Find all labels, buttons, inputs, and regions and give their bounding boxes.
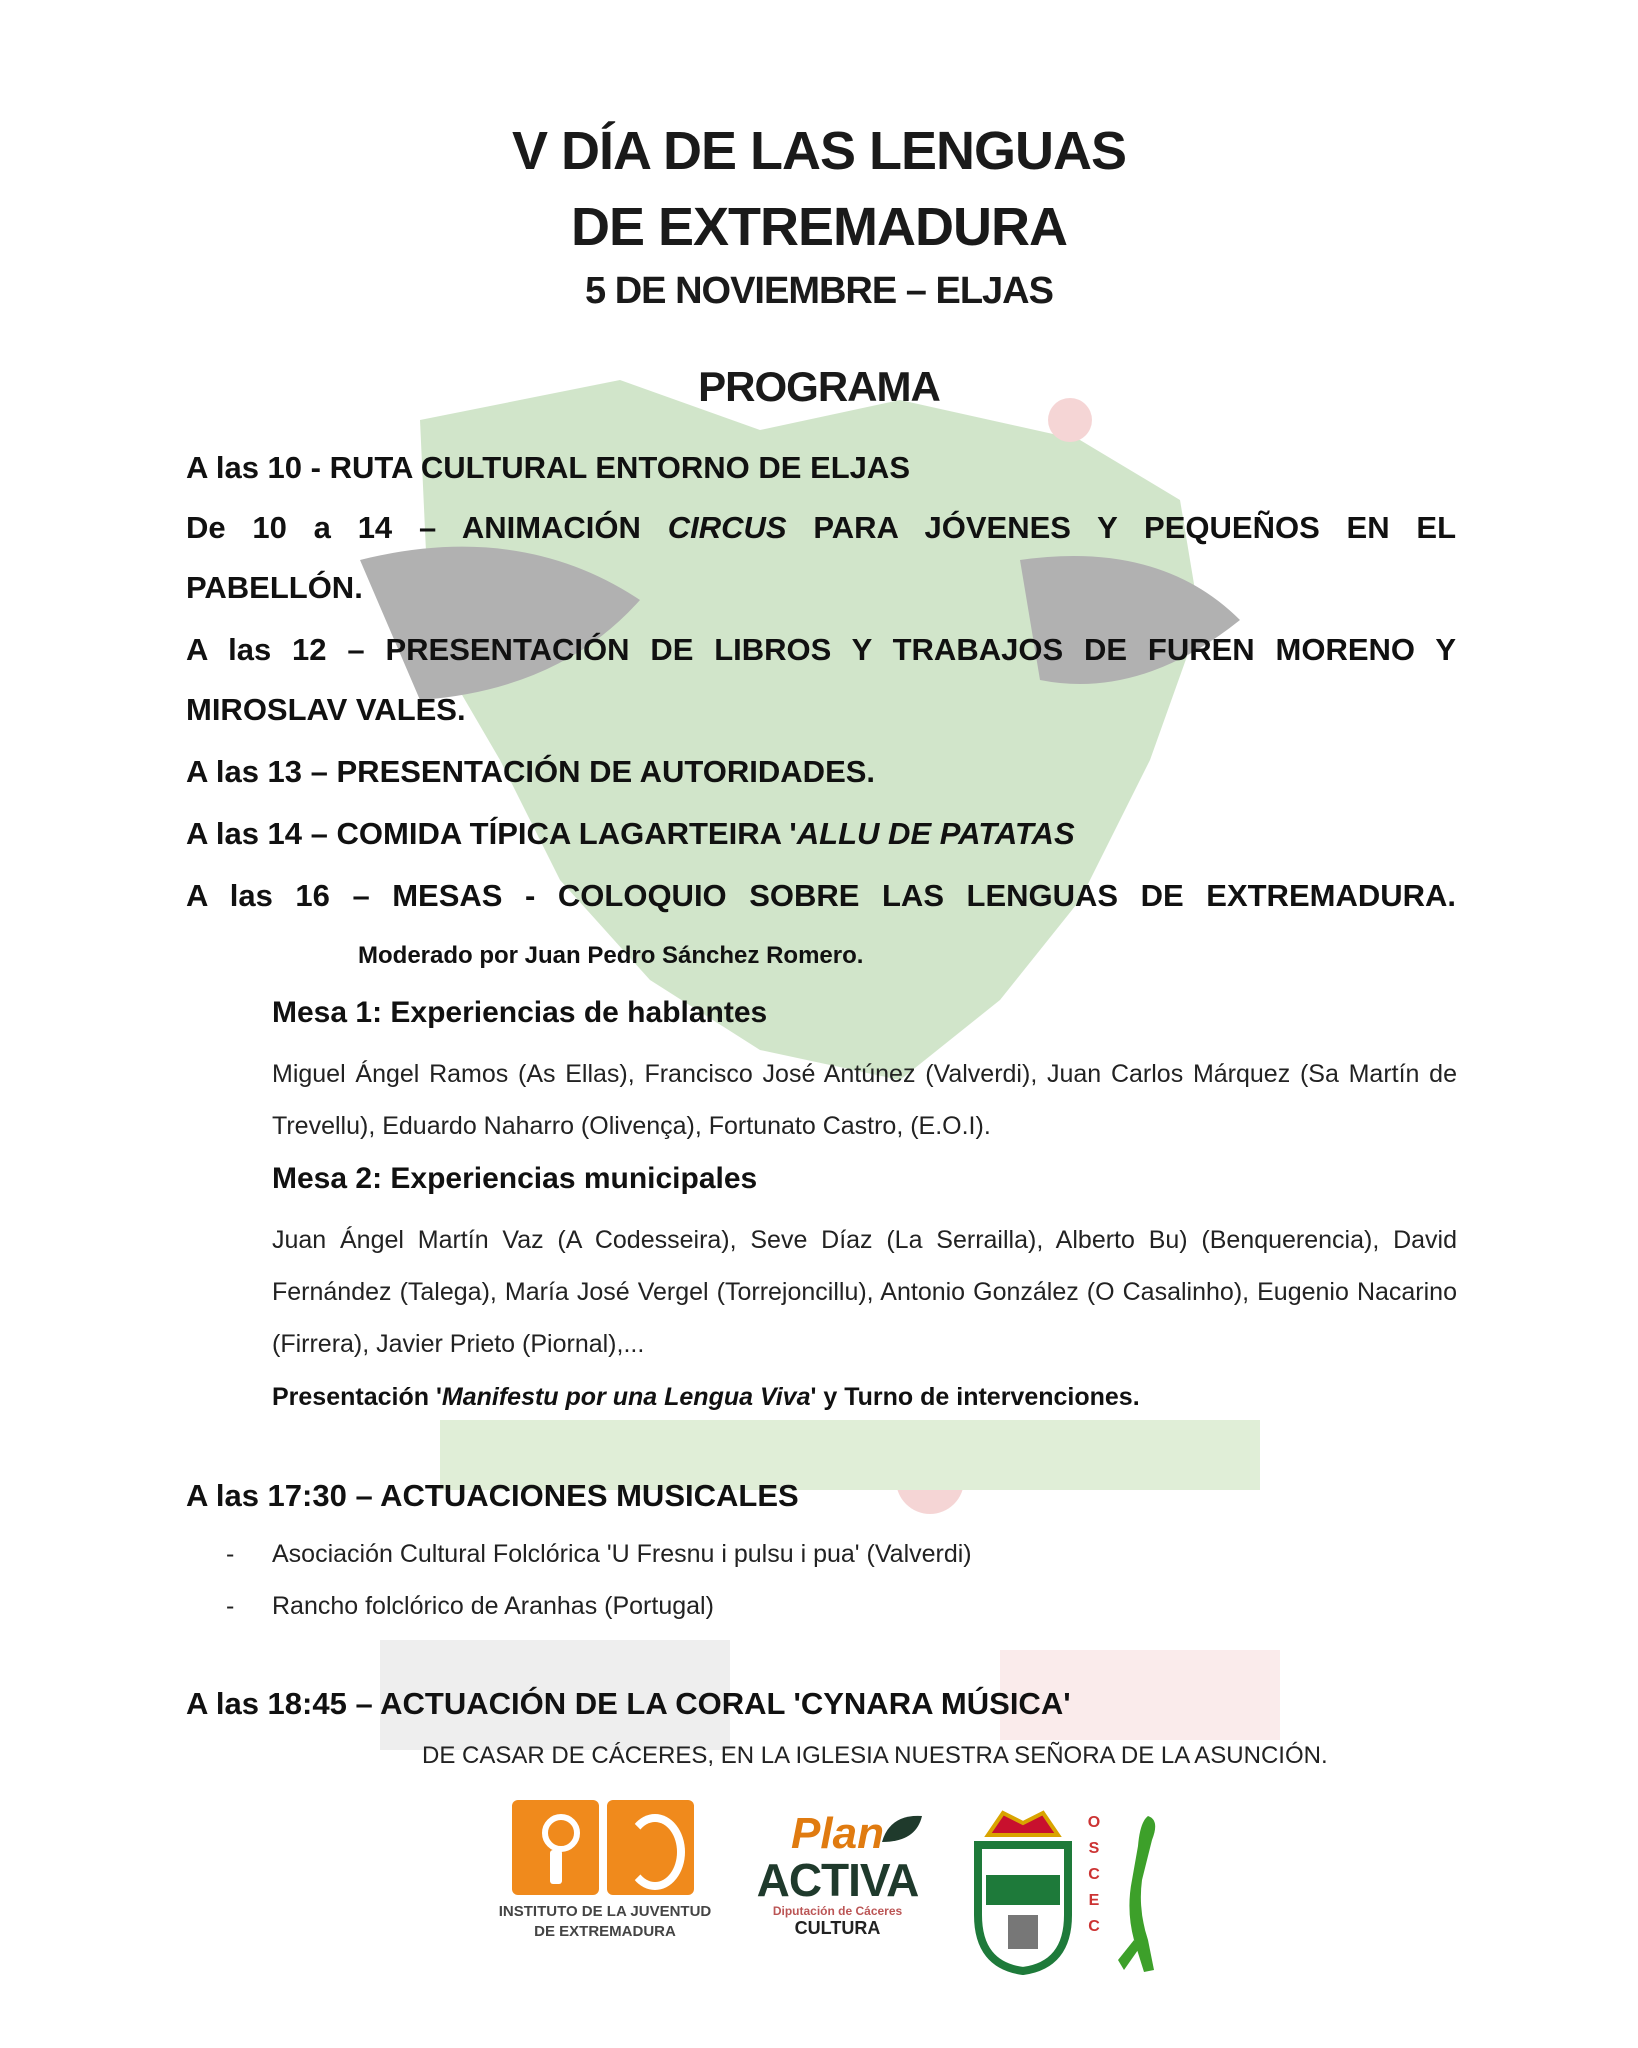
manifesto-text-c: ' y Turno de intervenciones. <box>810 1383 1140 1411</box>
instituto-line-2: DE EXTREMADURA <box>534 1923 676 1940</box>
plan-diputacion: Diputación de Cáceres <box>772 1904 903 1918</box>
mesa1-participants: Miguel Ángel Ramos (As Ellas), Francisco José Antúnez (Valverdi), Juan Carlos Márquez (Sa Martín de Trevellu), Eduardo Naharro (Olivença), Fortunato Castro, (E.O.I). <box>272 1060 1457 1140</box>
oscec-letters: O S C E C <box>1087 1814 1101 1935</box>
comida-text-a: A las 14 – COMIDA TÍPICA LAGARTEIRA ' <box>186 816 797 851</box>
date-line: 5 DE NOVIEMBRE – ELJAS <box>585 270 1053 312</box>
animacion-text-b: PARA JÓVENES Y PEQUEÑOS EN EL <box>786 510 1456 545</box>
circus-text: CIRCUS <box>667 510 787 545</box>
dash-marker: - <box>226 1540 235 1568</box>
leaf-icon <box>880 1812 924 1846</box>
mesa1-heading: Mesa 1: Experiencias de hablantes <box>272 996 768 1029</box>
comida-item <box>186 816 1456 852</box>
instituto-mark-icon <box>512 1800 694 1895</box>
animacion-item-cont: PABELLÓN. <box>186 570 363 605</box>
oscec-logo <box>1080 1810 1170 1980</box>
eljas-coat-of-arms <box>968 1805 1078 1975</box>
mesa2-participants: Juan Ángel Martín Vaz (A Codesseira), Seve Díaz (La Serrailla), Alberto Bu) (Benquerencia), David Fernández (Talega), María José Vergel (Torrejoncillu), Antonio González (O Casalinho), Eugenio Nacarino (Firrera), Javier Prieto (Piornal),... <box>272 1226 1457 1358</box>
manifesto-text-a: Presentación ' <box>272 1383 442 1411</box>
moderator-line: Moderado por Juan Pedro Sánchez Romero. <box>358 942 864 969</box>
list-item <box>226 1540 972 1569</box>
ruta-item: A las 10 - RUTA CULTURAL ENTORNO DE ELJAS <box>186 450 910 485</box>
libros-item-cont: MIROSLAV VALES. <box>186 692 466 727</box>
mesas-item: A las 16 – MESAS - COLOQUIO SOBRE LAS LENGUAS DE EXTREMADURA. <box>186 878 1456 913</box>
mesa2-heading: Mesa 2: Experiencias municipales <box>272 1162 758 1195</box>
manifesto-title: Manifestu por una Lengua Viva <box>441 1383 811 1411</box>
plan-word: Plan <box>791 1809 884 1858</box>
activa-word: ACTIVA <box>756 1854 919 1906</box>
musicales-heading: A las 17:30 – ACTUACIONES MUSICALES <box>186 1478 799 1513</box>
musical-act-1: Asociación Cultural Folclórica 'U Fresnu i pulsu i pua' (Valverdi) <box>272 1540 972 1568</box>
sponsor-logos <box>0 1800 1638 1990</box>
animacion-text-a: De 10 a 14 – ANIMACIÓN <box>186 510 668 545</box>
coral-location: DE CASAR DE CÁCERES, EN LA IGLESIA NUESTRA SEÑORA DE LA ASUNCIÓN. <box>422 1742 1328 1769</box>
plan-cultura: CULTURA <box>794 1918 881 1938</box>
instituto-juventud-logo <box>490 1800 720 1970</box>
ij-square-left <box>512 1800 599 1895</box>
title-line-2: DE EXTREMADURA <box>570 197 1068 257</box>
instituto-line-1: INSTITUTO DE LA JUVENTUD <box>498 1903 712 1920</box>
libros-item: A las 12 – PRESENTACIÓN DE LIBROS Y TRABAJOS DE FUREN MORENO Y <box>186 632 1456 667</box>
plan-activa-logo <box>730 1809 945 1972</box>
title-line-1: V DÍA DE LAS LENGUAS <box>511 121 1127 181</box>
oscec-figure-icon <box>1108 1810 1168 1980</box>
autoridades-item: A las 13 – PRESENTACIÓN DE AUTORIDADES. <box>186 754 876 789</box>
dash-marker: - <box>226 1592 235 1620</box>
program-heading: PROGRAMA <box>698 363 940 410</box>
animacion-item <box>186 510 1456 546</box>
manifesto-line <box>272 1383 1140 1412</box>
instituto-name <box>490 1902 720 1942</box>
list-item <box>226 1592 714 1621</box>
ij-square-right <box>607 1800 694 1895</box>
coral-heading: A las 18:45 – ACTUACIÓN DE LA CORAL 'CYNARA MÚSICA' <box>186 1686 1071 1721</box>
musical-act-2: Rancho folclórico de Aranhas (Portugal) <box>272 1592 714 1620</box>
allu-text: ALLU DE PATATAS <box>796 816 1075 851</box>
